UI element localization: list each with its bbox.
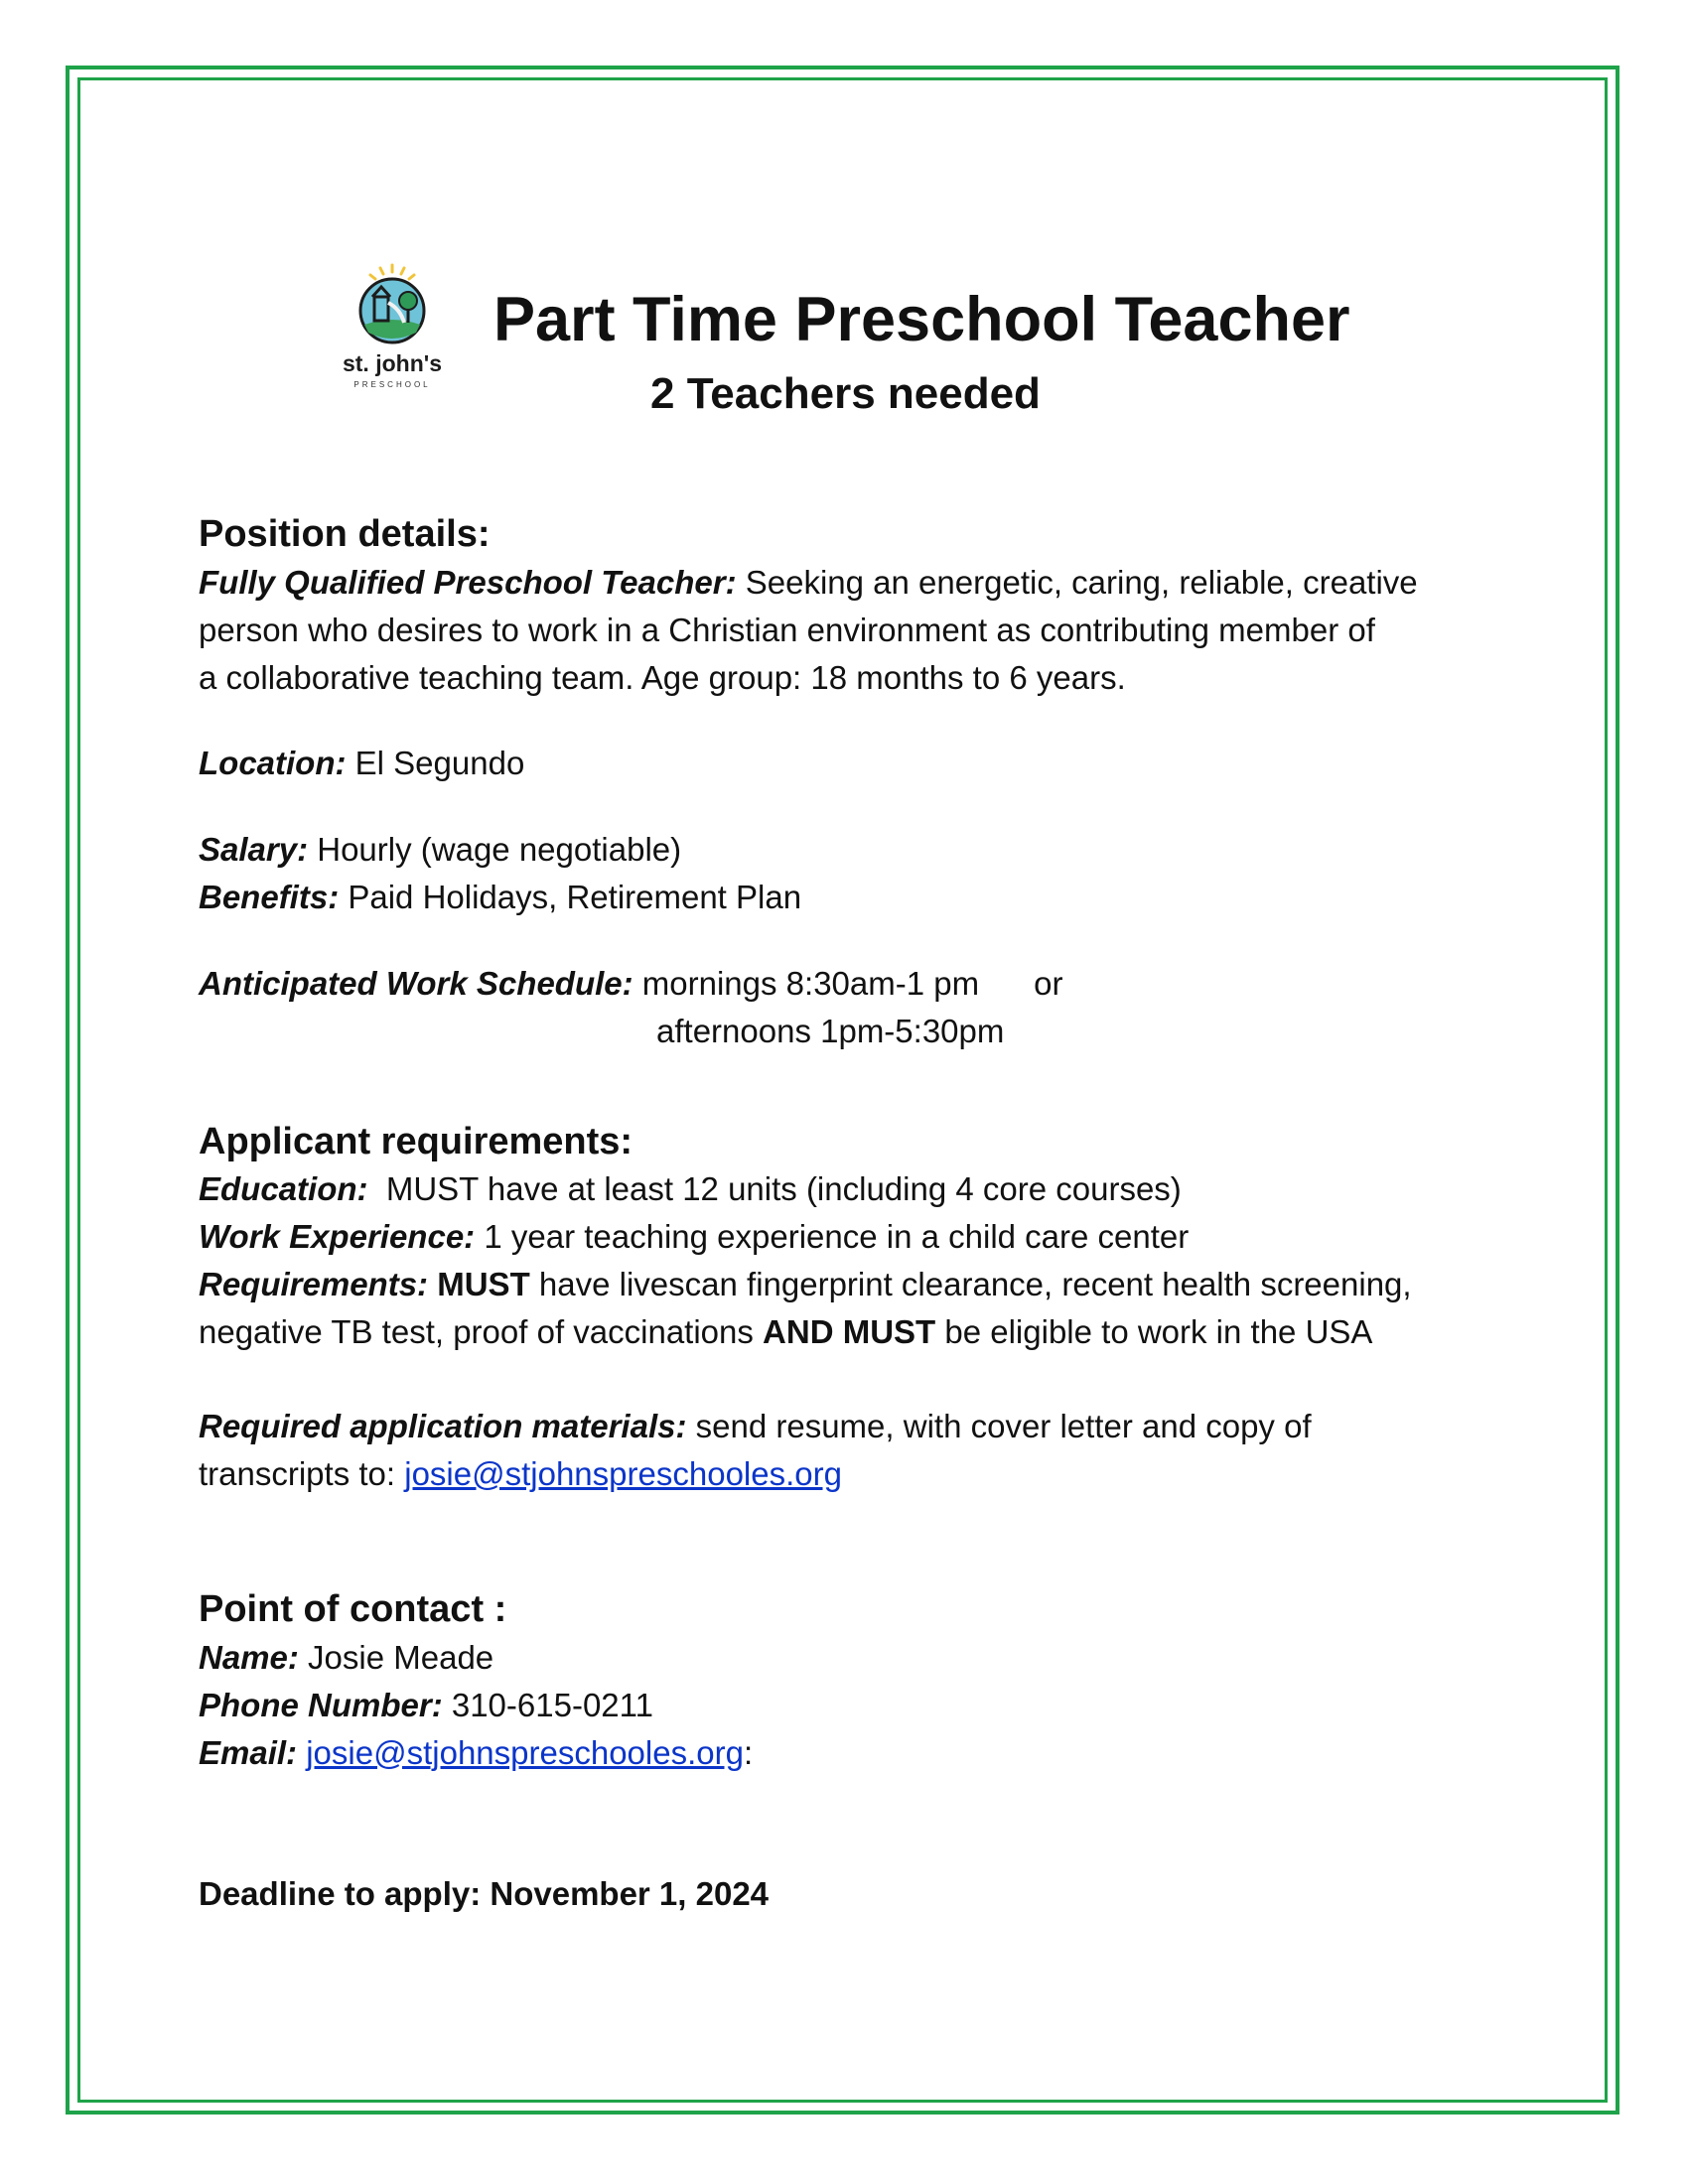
materials-label: Required application materials: (199, 1408, 687, 1444)
education-label: Education: (199, 1170, 368, 1207)
schedule-line2: afternoons 1pm-5:30pm (656, 1012, 1005, 1049)
requirements-text2b: be eligible to work in the USA (935, 1313, 1373, 1350)
materials-row2 (199, 1450, 1519, 1498)
benefits-value: Paid Holidays, Retirement Plan (339, 878, 802, 915)
page-title: Part Time Preschool Teacher (493, 285, 1350, 354)
contact-email-link[interactable]: josie@stjohnspreschooles.org (306, 1733, 744, 1771)
salary-label: Salary: (199, 830, 309, 868)
page-subtitle: 2 Teachers needed (650, 369, 1041, 418)
materials-line2: transcripts to: (199, 1455, 405, 1492)
location-value: El Segundo (346, 744, 525, 781)
education-row (199, 1165, 1519, 1213)
contact-phone-value: 310-615-0211 (442, 1686, 653, 1723)
qualified-label: Fully Qualified Preschool Teacher: (199, 563, 737, 601)
requirements-row (199, 1261, 1519, 1308)
schedule-label: Anticipated Work Schedule: (199, 964, 633, 1002)
contact-email-suffix: : (743, 1733, 754, 1771)
materials-email-link[interactable]: josie@stjohnspreschooles.org (404, 1455, 842, 1492)
contact-name-value: Josie Meade (298, 1638, 494, 1676)
experience-label: Work Experience: (199, 1218, 476, 1255)
job-content (199, 511, 1519, 1918)
materials-line1: send resume, with cover letter and copy of (686, 1408, 1312, 1444)
contact-phone-row (199, 1682, 1519, 1729)
school-logo (328, 263, 457, 412)
contact-email-row (199, 1729, 1519, 1777)
qualified-line3: a collaborative teaching team. Age group: 18 months to 6 years. (199, 658, 1126, 696)
location-row (199, 740, 1519, 787)
requirements-must: MUST (428, 1266, 530, 1302)
requirements-text2a: negative TB test, proof of vaccinations (199, 1313, 764, 1350)
logo-name: st. john's (342, 350, 443, 376)
salary-row (199, 826, 1519, 874)
requirements-label: Requirements: (199, 1266, 429, 1302)
education-value: MUST have at least 12 units (including 4 core courses) (367, 1170, 1182, 1207)
schedule-line1: mornings 8:30am-1 pm or (633, 964, 1063, 1002)
requirements-and-must: AND MUST (763, 1313, 936, 1350)
contact-email-label: Email: (199, 1733, 298, 1771)
qualified-line2: person who desires to work in a Christian environment as contributing member of (199, 611, 1375, 648)
contact-phone-label: Phone Number: (199, 1686, 443, 1723)
schedule-row (199, 960, 1519, 1008)
experience-value: 1 year teaching experience in a child care center (475, 1218, 1190, 1255)
position-heading: Position details: (199, 513, 491, 555)
requirements-heading: Applicant requirements: (199, 1120, 633, 1162)
location-label: Location: (199, 744, 347, 781)
contact-name-label: Name: (199, 1638, 299, 1676)
contact-heading: Point of contact : (199, 1588, 507, 1630)
salary-value: Hourly (wage negotiable) (308, 830, 682, 868)
benefits-row (199, 874, 1519, 921)
logo-subtitle: PRESCHOOL (353, 380, 431, 389)
materials-row (199, 1403, 1519, 1450)
requirements-row2 (199, 1308, 1519, 1356)
experience-row (199, 1213, 1519, 1261)
deadline-text: Deadline to apply: November 1, 2024 (199, 1874, 770, 1912)
qualified-paragraph (199, 559, 1519, 702)
qualified-line1: Seeking an energetic, caring, reliable, creative (736, 563, 1418, 601)
playground-logo-icon (351, 263, 434, 346)
benefits-label: Benefits: (199, 878, 340, 915)
requirements-text1: have livescan fingerprint clearance, recent health screening, (529, 1266, 1412, 1302)
contact-name-row (199, 1634, 1519, 1682)
